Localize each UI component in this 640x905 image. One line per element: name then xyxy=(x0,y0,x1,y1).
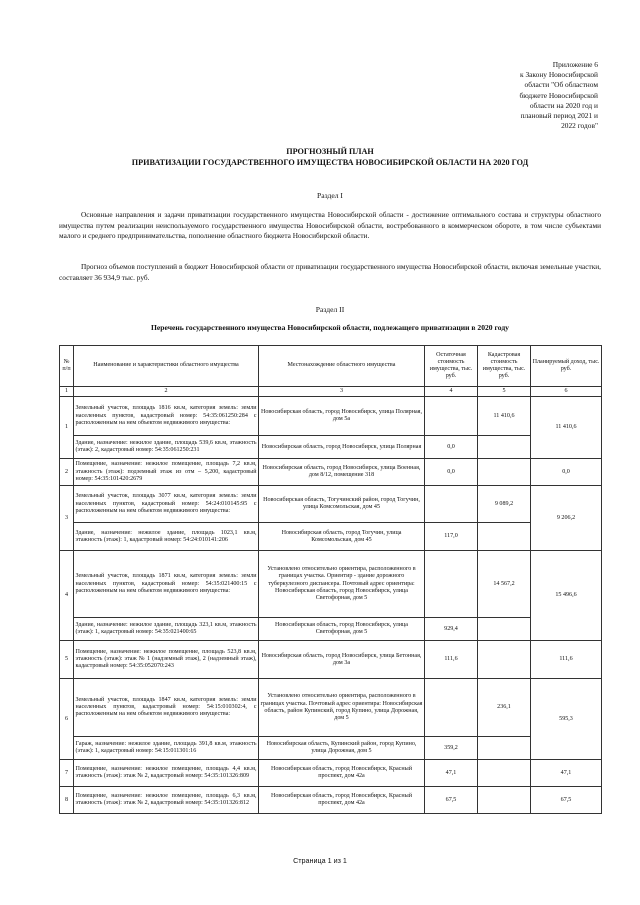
col-index: 3 xyxy=(259,387,425,397)
table-row xyxy=(60,618,602,641)
row-number: 5 xyxy=(60,641,74,679)
appendix-note xyxy=(470,60,598,131)
col-index: 5 xyxy=(478,387,531,397)
property-location: Новосибирская область, город Новосибирск, Красный проспект, дом 42а xyxy=(259,787,425,814)
property-name: Здание, назначение: нежилое здание, площадь 1023,1 кв.м, этажность (этаж): 1, кадастровый номер: 54:24:010141:206 xyxy=(74,523,259,551)
header-num: № п/п xyxy=(60,346,74,387)
row-number: 7 xyxy=(60,760,74,787)
section-2-heading: Раздел II xyxy=(315,305,345,314)
table-row xyxy=(60,397,602,436)
col-index: 4 xyxy=(425,387,478,397)
table-row xyxy=(60,436,602,459)
residual-value: 67,5 xyxy=(425,787,478,814)
header-cadastral-value: Кадастровая стоимость имущества, тыс. руб. xyxy=(478,346,531,387)
property-location: Новосибирская область, Тогучинский район, город Тогучин, улица Комсомольская, дом 45 xyxy=(259,486,425,523)
appendix-line: области на 2020 год и xyxy=(529,100,598,110)
property-location: Новосибирская область, Купинский район, город Купино, улица Дорожная, дом 5 xyxy=(259,737,425,760)
title-line-1: ПРОГНОЗНЫЙ ПЛАН xyxy=(286,147,374,156)
property-name: Земельный участок, площадь 1871 кв.м, категория земель: земли населенных пунктов, кадастровый номер: 54:35:021400:15 с расположенным на нем объектом недвижимого имущества: xyxy=(74,551,259,618)
residual-value: 117,0 xyxy=(425,523,478,551)
table-row xyxy=(60,523,602,551)
appendix-line: к Закону Новосибирской xyxy=(520,70,598,80)
table-row xyxy=(60,459,602,486)
cadastral-value xyxy=(478,436,531,459)
residual-value: 929,4 xyxy=(425,618,478,641)
property-name: Земельный участок, площадь 3077 кв.м, категория земель: земли населенных пунктов, кадастровый номер: 54:24:010145:95 с расположенным на нем объектом недвижимого имущества: xyxy=(74,486,259,523)
cadastral-value xyxy=(478,787,531,814)
cadastral-value xyxy=(478,618,531,641)
table-row xyxy=(60,551,602,618)
header-location: Местонахождение областного имущества xyxy=(259,346,425,387)
document-title xyxy=(60,146,600,168)
col-index: 1 xyxy=(60,387,74,397)
planned-income: 15 496,6 xyxy=(531,551,602,641)
cadastral-value: 9 089,2 xyxy=(478,486,531,523)
row-number: 4 xyxy=(60,551,74,641)
property-location: Новосибирская область, город Новосибирск, улица Бетонная, дом 3а xyxy=(259,641,425,679)
cadastral-value xyxy=(478,737,531,760)
row-number: 3 xyxy=(60,486,74,551)
cadastral-value xyxy=(478,523,531,551)
property-name: Здание, назначение: нежилое здание, площадь 323,1 кв.м, этажность (этаж): 1, кадастровый номер: 54:35:021400:65 xyxy=(74,618,259,641)
property-name: Помещение, назначение: нежилое помещение, площадь 6,3 кв.м, этажность (этаж): этаж № 2, кадастровый номер: 54:35:101326:812 xyxy=(74,787,259,814)
property-location: Новосибирская область, город Новосибирск, улица Полярная xyxy=(259,436,425,459)
property-name: Помещение, назначение: нежилое помещение, площадь 7,2 кв.м, этажность (этаж): подземный этаж из отм – 5,200, кадастровый номер: 54:35:101420:2679 xyxy=(74,459,259,486)
planned-income: 47,1 xyxy=(531,760,602,787)
property-name: Земельный участок, площадь 1816 кв.м, категория земель: земли населенных пунктов, кадастровый номер: 54:35:061250:284 с расположенным на нем объектом недвижимого имущества: xyxy=(74,397,259,436)
residual-value: 111,6 xyxy=(425,641,478,679)
cadastral-value: 11 410,6 xyxy=(478,397,531,436)
table-row xyxy=(60,737,602,760)
row-number: 1 xyxy=(60,397,74,459)
row-number: 6 xyxy=(60,679,74,760)
table-row xyxy=(60,679,602,737)
row-number: 2 xyxy=(60,459,74,486)
property-location: Новосибирская область, город Новосибирск, улица Военная, дом 8/12, помещение 318 xyxy=(259,459,425,486)
property-name: Помещение, назначение: нежилое помещение, площадь 4,4 кв.м, этажность (этаж): этаж № 2, кадастровый номер: 54:35:101326:809 xyxy=(74,760,259,787)
property-table xyxy=(59,345,602,814)
page-number: Страница 1 из 1 xyxy=(293,856,347,865)
appendix-line: 2022 годов" xyxy=(561,121,598,131)
property-location: Новосибирская область, город Тогучин, улица Комсомольская, дом 45 xyxy=(259,523,425,551)
property-list-title: Перечень государственного имущества Новосибирской области, подлежащего приватизации в 2020 году xyxy=(151,323,509,332)
residual-value: 359,2 xyxy=(425,737,478,760)
property-name: Земельный участок, площадь 1847 кв.м, категория земель: земли населенных пунктов, кадастровый номер: 54:15:010302:4, с расположенным на нем объектом недвижимого имущества: xyxy=(74,679,259,737)
cadastral-value: 14 567,2 xyxy=(478,551,531,618)
header-planned-income: Планируемый доход, тыс. руб. xyxy=(531,346,602,387)
property-location: Новосибирская область, город Новосибирск, Красный проспект, дом 42а xyxy=(259,760,425,787)
property-location: Новосибирская область, город Новосибирск, улица Полярная, дом 5а xyxy=(259,397,425,436)
section-1-paragraph-2: Прогноз объемов поступлений в бюджет Новосибирской области от приватизации государственного имущества Новосибирской области, включая земельные участки, составляет 36 934,9 тыс. руб. xyxy=(59,262,601,282)
residual-value xyxy=(425,397,478,436)
appendix-line: Приложение 6 xyxy=(552,60,598,69)
property-name: Здание, назначение: нежилое здание, площадь 539,6 кв.м, этажность (этаж): 2, кадастровый номер: 54:35:061250:231 xyxy=(74,436,259,459)
table-row xyxy=(60,787,602,814)
section-1-paragraph-1: Основные направления и задачи приватизации государственного имущества Новосибирской области - достижение оптимального состава и структуры областного имущества путем реализации неиспользуемого государственного имущества Новосибирской области, востребованного в коммерческом обороте, в том числе субъектами малого и среднего предпринимательства, пополнение областного бюджета Новосибирской области. xyxy=(59,210,601,241)
cadastral-value xyxy=(478,760,531,787)
residual-value: 47,1 xyxy=(425,760,478,787)
property-name: Гараж, назначение: нежилое здание, площадь 391,8 кв.м, этажность (этаж): 1, кадастровый номер: 54:15:011301:16 xyxy=(74,737,259,760)
planned-income: 67,5 xyxy=(531,787,602,814)
col-index: 2 xyxy=(74,387,259,397)
title-line-2: ПРИВАТИЗАЦИИ ГОСУДАРСТВЕННОГО ИМУЩЕСТВА НОВОСИБИРСКОЙ ОБЛАСТИ НА 2020 ГОД xyxy=(131,158,529,167)
table-row xyxy=(60,760,602,787)
residual-value xyxy=(425,486,478,523)
planned-income: 9 206,2 xyxy=(531,486,602,551)
property-location: Новосибирская область, город Новосибирск, улица Светофорная, дом 5 xyxy=(259,618,425,641)
property-location: Установлено относительно ориентира, расположенного в границах участка. Ориентир - здание дорожного туберкулезного диспансера. Почтовый адрес ориентира: Новосибирская область, город Новосибирск, улица Светофорная, дом 5 xyxy=(259,551,425,618)
row-number: 8 xyxy=(60,787,74,814)
residual-value xyxy=(425,679,478,737)
planned-income: 11 410,6 xyxy=(531,397,602,459)
appendix-line: бюджете Новосибирской xyxy=(519,90,598,100)
table-row xyxy=(60,486,602,523)
planned-income: 111,6 xyxy=(531,641,602,679)
appendix-line: области "Об областном xyxy=(524,80,598,90)
planned-income: 595,3 xyxy=(531,679,602,760)
cadastral-value xyxy=(478,641,531,679)
column-index-row xyxy=(60,387,602,397)
table-row xyxy=(60,641,602,679)
section-1-heading: Раздел I xyxy=(317,191,343,200)
cadastral-value: 236,1 xyxy=(478,679,531,737)
header-residual-value: Остаточная стоимость имущества, тыс. руб. xyxy=(425,346,478,387)
residual-value: 0,0 xyxy=(425,459,478,486)
col-index: 6 xyxy=(531,387,602,397)
appendix-line: плановый период 2021 и xyxy=(520,111,598,121)
residual-value: 0,0 xyxy=(425,436,478,459)
header-name: Наименование и характеристики областного имущества xyxy=(74,346,259,387)
table-header-row xyxy=(60,346,602,387)
planned-income: 0,0 xyxy=(531,459,602,486)
property-location: Установлено относительно ориентира, расположенного в границах участка. Почтовый адрес ориентира: Новосибирская область, район Купинский, город Купино, улица Дорожная, дом 5 xyxy=(259,679,425,737)
cadastral-value xyxy=(478,459,531,486)
property-name: Помещение, назначение: нежилое помещение, площадь 523,8 кв.м, этажность (этаж): этаж № 1 (надземный этаж), 2 (надземный этаж), кадастровый номер: 54:35:052070:243 xyxy=(74,641,259,679)
residual-value xyxy=(425,551,478,618)
